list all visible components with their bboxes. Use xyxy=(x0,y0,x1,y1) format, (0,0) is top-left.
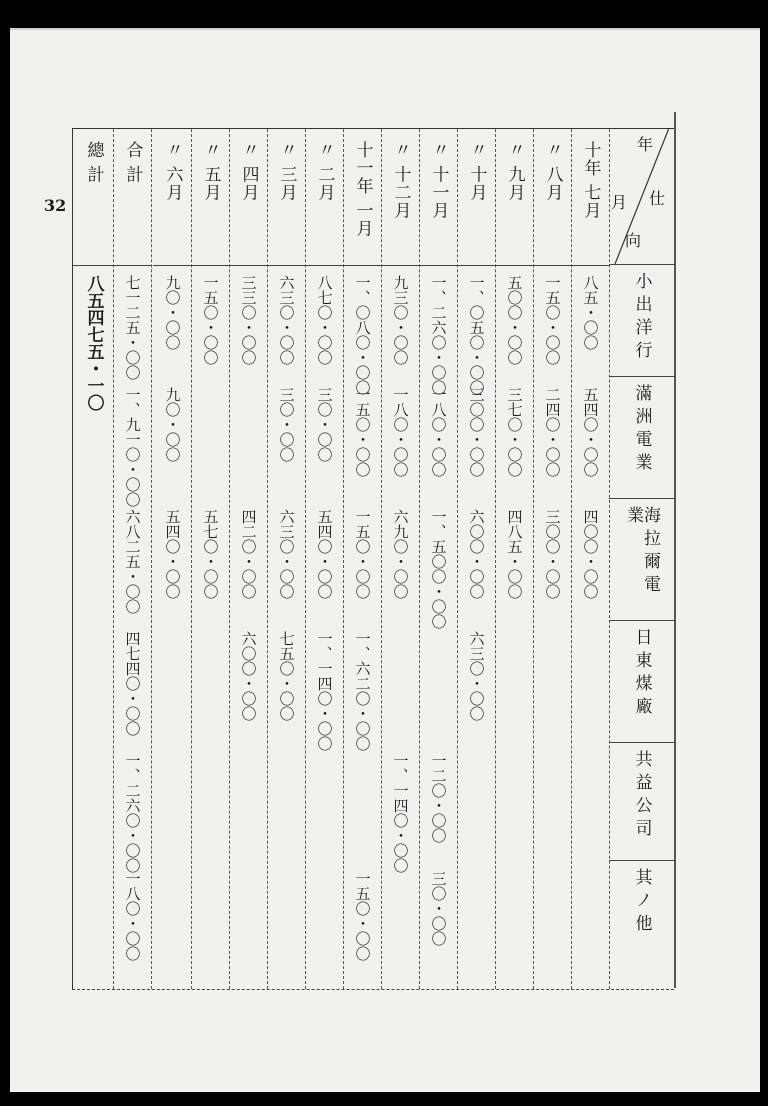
table-cell-value: 六三〇・〇〇 xyxy=(467,631,486,721)
category-label: 日東煤廠 xyxy=(631,628,652,720)
table-cell-value: 一、二六〇・〇〇 xyxy=(429,275,448,395)
table-cell-value: 四八五・〇〇 xyxy=(505,509,524,599)
month-column xyxy=(533,129,572,989)
month-column-header-label: 〃 五月 xyxy=(200,141,221,202)
table-cell-value: 一、九一〇・〇〇 xyxy=(123,387,142,507)
corner-label-from: 仕 xyxy=(649,189,666,208)
category-label: 共益公司 xyxy=(631,750,652,842)
category-label: 小出洋行 xyxy=(631,272,652,364)
grand-total-header-label: 總 計 xyxy=(83,141,104,184)
month-column-header-label: 〃 十一月 xyxy=(428,141,449,220)
category-row-divider xyxy=(609,742,675,743)
month-column xyxy=(305,129,344,989)
month-column-header xyxy=(495,129,533,266)
corner-label-month: 月 xyxy=(611,193,628,212)
table-cell-value: 三三〇・〇〇 xyxy=(239,275,258,365)
table-cell-value: 一、五〇〇・〇〇 xyxy=(429,509,448,629)
month-column xyxy=(267,129,306,989)
table-cell-value: 八五四七五・一〇 xyxy=(83,275,104,411)
grand-total-column xyxy=(73,129,114,989)
table-cell-value: 九〇・〇〇 xyxy=(163,275,182,350)
grand-total-header xyxy=(73,129,113,266)
table-cell-value: 五四〇・〇〇 xyxy=(581,387,600,477)
month-column xyxy=(419,129,458,989)
table-cell-value: 三〇・〇〇 xyxy=(429,871,448,946)
table-cell-value: 六八二五・〇〇 xyxy=(123,509,142,614)
month-column-header-label: 合 計 xyxy=(122,141,143,184)
month-column-header xyxy=(343,129,381,266)
month-column-header-label: 〃 六月 xyxy=(162,141,183,202)
corner-label-year: 年 xyxy=(637,135,654,154)
table-cell-value: 五〇〇・〇〇 xyxy=(505,275,524,365)
month-column-header xyxy=(533,129,571,266)
month-column xyxy=(571,129,610,989)
category-manshu xyxy=(612,384,670,496)
month-column-header xyxy=(457,129,495,266)
month-column xyxy=(343,129,382,989)
table-cell-value: 四七四〇・〇〇 xyxy=(123,631,142,736)
table-cell-value: 九三〇・〇〇 xyxy=(391,275,410,365)
category-row-divider xyxy=(609,376,675,377)
month-column xyxy=(153,129,192,989)
table-cell-value: 二四〇・〇〇 xyxy=(543,387,562,477)
table-cell-value: 一、二六〇・〇〇 xyxy=(123,753,142,873)
table-cell-value: 六〇〇・〇〇 xyxy=(467,509,486,599)
month-column xyxy=(229,129,268,989)
table-cell-value: 一八〇・〇〇 xyxy=(429,387,448,477)
table-cell-value: 七一二五・〇〇 xyxy=(123,275,142,380)
month-column-header-label: 〃 二月 xyxy=(314,141,335,202)
month-column-header xyxy=(229,129,267,266)
month-column-header-label: 〃 八月 xyxy=(542,141,563,202)
table-cell-value: 一五〇・〇〇 xyxy=(353,871,372,961)
month-column xyxy=(457,129,496,989)
table-cell-value: 一五〇・〇〇 xyxy=(543,275,562,365)
category-label: 海拉爾電業 xyxy=(623,506,660,598)
table-cell-value: 四〇〇・〇〇 xyxy=(581,509,600,599)
category-other xyxy=(612,868,670,984)
table-cell-value: 八七〇・〇〇 xyxy=(315,275,334,365)
month-column-header xyxy=(267,129,305,266)
category-row-divider xyxy=(609,498,675,499)
month-column-header xyxy=(113,129,151,266)
month-column-header xyxy=(571,129,609,266)
table-cell-value: 八五・〇〇 xyxy=(581,275,600,350)
transaction-table xyxy=(72,128,674,990)
month-column-header-label: 〃 九月 xyxy=(504,141,525,202)
month-column-header-label: 十一年 一月 xyxy=(352,141,373,238)
category-nitto xyxy=(612,628,670,740)
table-cell-value: 三〇・〇〇 xyxy=(277,387,296,462)
month-column-header-label: 〃 十二月 xyxy=(390,141,411,220)
table-cell-value: 六三〇・〇〇 xyxy=(277,275,296,365)
corner-header-cell xyxy=(609,128,675,264)
table-cell-value: 六三〇・〇〇 xyxy=(277,509,296,599)
month-column xyxy=(113,129,152,989)
table-cell-value: 六九〇・〇〇 xyxy=(391,509,410,599)
corner-label-to: 向 xyxy=(625,231,642,250)
page-number: 32 xyxy=(44,196,67,215)
category-row-divider xyxy=(609,620,675,621)
month-column-header-label: 十年 七月 xyxy=(580,141,601,220)
month-column-header-label: 〃 三月 xyxy=(276,141,297,202)
table-cell-value: 一八〇・〇〇 xyxy=(123,871,142,961)
table-cell-value: 三〇〇・〇〇 xyxy=(467,387,486,477)
month-column-header xyxy=(419,129,457,266)
month-column-header-label: 〃 四月 xyxy=(238,141,259,202)
table-cell-value: 九〇・〇〇 xyxy=(163,387,182,462)
table-cell-value: 三〇・〇〇 xyxy=(315,387,334,462)
category-row-divider xyxy=(609,264,675,265)
table-cell-value: 五四〇・〇〇 xyxy=(315,509,334,599)
table-cell-value: 四二〇・〇〇 xyxy=(239,509,258,599)
table-cell-value: 一五〇・〇〇 xyxy=(353,387,372,477)
table-cell-value: 一、六二〇・〇〇 xyxy=(353,631,372,751)
category-hailar xyxy=(612,506,670,618)
month-column xyxy=(495,129,534,989)
table-cell-value: 一、〇五〇・〇〇 xyxy=(467,275,486,395)
category-label: 滿洲電業 xyxy=(631,384,652,476)
table-cell-value: 一、一四〇・〇〇 xyxy=(391,753,410,873)
table-cell-value: 五四〇・〇〇 xyxy=(163,509,182,599)
table-cell-value: 三七〇・〇〇 xyxy=(505,387,524,477)
month-column-header xyxy=(153,129,191,266)
table-cell-value: 一五〇・〇〇 xyxy=(201,275,220,365)
table-cell-value: 一、〇八〇・〇〇 xyxy=(353,275,372,395)
month-column-header-label: 〃 十月 xyxy=(466,141,487,202)
table-cell-value: 一二〇・〇〇 xyxy=(429,753,448,843)
month-column xyxy=(381,129,420,989)
month-column xyxy=(191,129,230,989)
table-cell-value: 一五〇・〇〇 xyxy=(353,509,372,599)
table-cell-value: 一、一四〇・〇〇 xyxy=(315,631,334,751)
month-column-header xyxy=(305,129,343,266)
month-column-header xyxy=(191,129,229,266)
category-row-divider xyxy=(609,860,675,861)
month-column-header xyxy=(381,129,419,266)
category-kyoeki xyxy=(612,750,670,858)
table-cell-value: 六〇〇・〇〇 xyxy=(239,631,258,721)
category-oide xyxy=(612,272,670,374)
table-cell-value: 一八〇・〇〇 xyxy=(391,387,410,477)
table-cell-value: 五七〇・〇〇 xyxy=(201,509,220,599)
category-label: 其ノ他 xyxy=(631,868,652,937)
table-cell-value: 七五〇・〇〇 xyxy=(277,631,296,721)
table-cell-value: 三〇〇・〇〇 xyxy=(543,509,562,599)
